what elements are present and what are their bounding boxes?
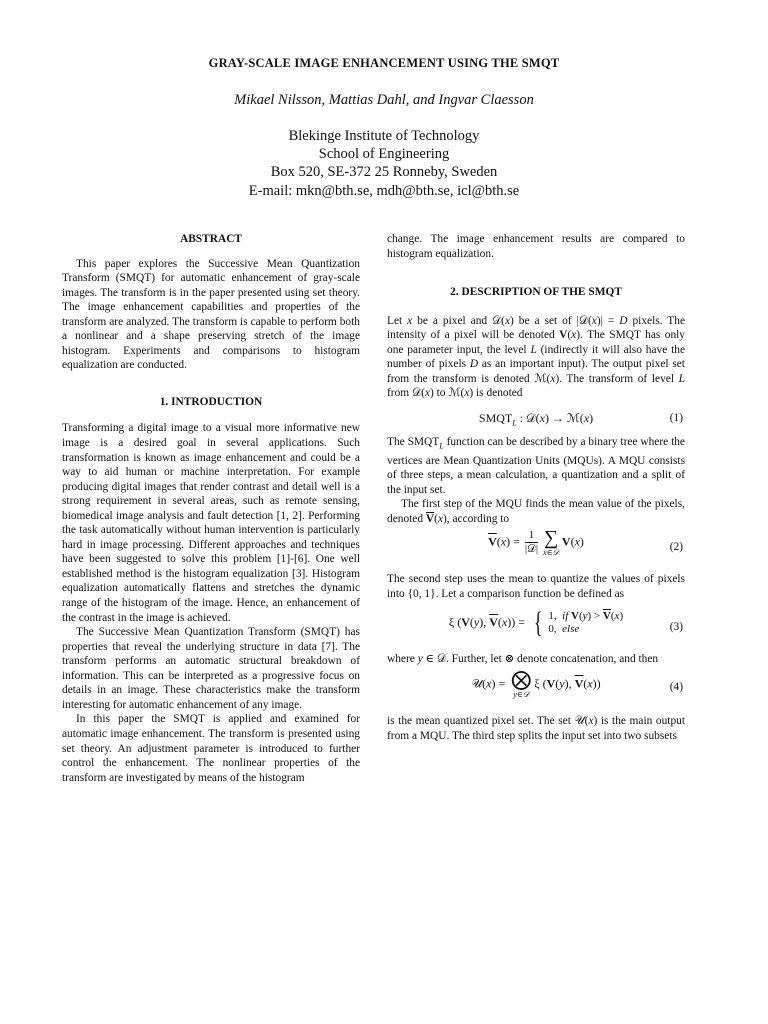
- affiliation-line: School of Engineering: [318, 146, 450, 163]
- continued-paragraph: change. The image enhancement results are compared to histogram equalization.: [387, 233, 685, 260]
- paper-authors: Mikael Nilsson, Mattias Dahl, and Ingvar Claesson: [234, 92, 534, 108]
- affiliation: [0, 127, 768, 200]
- abstract-heading: ABSTRACT: [179, 233, 243, 245]
- equation-number: (3): [669, 620, 683, 633]
- intro-paragraph: The Successive Mean Quantization Transform (SMQT) has properties that reveal the underlying structure in data [7]. The transform performs an automatic structural breakdown of information. This can be interpreted as a progressive focus on details in an image. These characteristics make the transform interesting for automatic enhancement of any image.: [62, 626, 360, 711]
- intro-paragraph: Transforming a digital image to a visual more informative new image is a desired goal in several applications. Such transformation is known as image enhancement and could be a way to aid human or machine interpretation. For example producing digital images that render contrast and detail well is a strong requirement in several areas, such as remote sensing, biomedical image analysis and fault detection [1, 2]. Performing the task automatically without human intervention is particularly hard in image processing. Different approaches and techniques have been suggested to solve this problem [1]-[6]. One well established method is the histogram equalization [3]. Histogram equalization automatically flattens and stretches the dynamic range of the histogram of the image. Hence, an enhancement of the contrast in the image is achieved.: [62, 422, 360, 624]
- equation-number: (2): [669, 541, 683, 554]
- introduction-heading: 1. INTRODUCTION: [159, 395, 263, 408]
- equation-2: $\overline{V}(x)$ = $\frac{1}{\text{|𝒟|}}$ ∑ x∈𝒟 V(x) (2): [488, 527, 683, 558]
- equation-number: (1): [669, 411, 683, 424]
- description-paragraph: The $SMQT_L$ function can be described by a binary tree where the vertices are Mean Quantization Units (MQUs). A MQU consists of three steps, a mean calculation, a quantization and a split of the input set.: [387, 435, 685, 496]
- affiliation-line: Box 520, SE-372 25 Ronneby, Sweden: [270, 164, 498, 181]
- description-heading: 2. DESCRIPTION OF THE SMQT: [450, 286, 622, 299]
- paper-title: GRAY-SCALE IMAGE ENHANCEMENT USING THE SMQT: [208, 56, 560, 70]
- abstract-text: This paper explores the Successive Mean Quantization Transform (SMQT) for automatic enhancement of gray-scale images. The transform is in the paper presented using set theory. The image enhancement capabilities and properties of the transform are analyzed. The transform is capable to perform both a nonlinear and a shape preserving stretch of the image histogram. Experiments and comparisons to histogram equalization are conducted.: [62, 257, 360, 372]
- description-paragraph: The first step of the MQU finds the mean value of the pixels, denoted $\overline{V}(x)$, according to: [387, 498, 685, 525]
- description-paragraph: is the mean quantized pixel set. The set 𝒰(x) is the main output from a MQU. The third step splits the input set into two subsets: [387, 715, 685, 742]
- equation-1: $SMQT_L$ : 𝒟(x) → ℳ(x) (1): [478, 410, 683, 428]
- equation-4: 𝒰(x) = ⨂ y∈𝒟 ξ (V(y), $\overline{V}(x)$) (4): [471, 669, 683, 700]
- equation-3: ξ (V(y), $\overline{V}(x)$) = { 1, if $V(y) > \overline{V}(x)$ 0, else (3): [448, 605, 683, 639]
- description-paragraph: The second step uses the mean to quantize the values of pixels into {0, 1}. Let a comparison function be defined as: [387, 573, 685, 601]
- description-paragraph: Let x be a pixel and 𝒟(x) be a set of |𝒟(x)| = D pixels. The intensity of a pixel will be denoted V(x). The SMQT has only one parameter input, the level L (indirectly it will also have the number of pixels D as an important input). The output pixel set from the transform is denoted ℳ(x). The transform of level L from 𝒟(x) to ℳ(x) is denoted: [387, 314, 686, 400]
- affiliation-line: Blekinge Institute of Technology: [288, 128, 480, 144]
- intro-paragraph: In this paper the SMQT is applied and examined for automatic image enhancement. The transform is presented using set theory. An adjustment parameter is introduced to further control the enhancement. The nonlinear properties of the transform are investigated by means of the histogram: [62, 713, 360, 784]
- left-column: [62, 232, 360, 785]
- description-paragraph: where y ∈ 𝒟. Further, let ⊗ denote concatenation, and then: [387, 652, 659, 665]
- equation-number: (4): [669, 681, 683, 694]
- right-column: [387, 232, 685, 743]
- affiliation-email: E-mail: mkn@bth.se, mdh@bth.se, icl@bth.se: [248, 182, 520, 199]
